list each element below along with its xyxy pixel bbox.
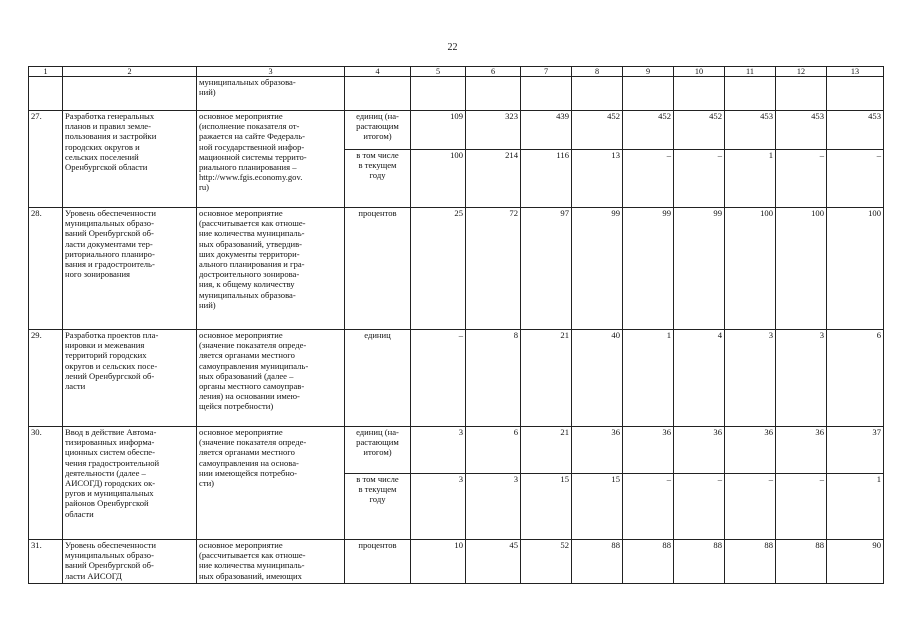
value-cell: 6 [466,427,521,474]
value-cell: 88 [572,540,623,584]
value-cell: 72 [466,208,521,330]
value-cell: 116 [521,150,572,208]
row-number: 28. [29,208,63,330]
indicator-name: Разработка генеральных планов и правил земле- пользования и застройки городских округов и сельских поселений Оренбургской области [63,111,197,208]
column-number: 11 [725,67,776,77]
value-cell: 452 [572,111,623,150]
value-cell: 6 [827,330,884,427]
table-row [29,111,884,150]
measure-cell: основное мероприятие (исполнение показателя от- ражается на сайте Федераль- ной государственной инфор- мационной системы террито- риального планирования – http://www.fgis.economy.gov. ru) [197,111,345,208]
column-number: 5 [411,67,466,77]
value-cell: – [827,150,884,208]
row-number: 31. [29,540,63,584]
column-number: 12 [776,67,827,77]
value-cell: 25 [411,208,466,330]
column-number: 8 [572,67,623,77]
table-row [29,540,884,584]
value-cell: 10 [411,540,466,584]
value-cell: 100 [776,208,827,330]
value-cell: – [411,330,466,427]
indicator-name: Разработка проектов пла- нировки и межевания территорий городских округов и сельских посе- лений Оренбургской об- ласти [63,330,197,427]
value-cell: 1 [827,474,884,540]
value-cell: 453 [827,111,884,150]
value-cell: 453 [725,111,776,150]
column-number: 1 [29,67,63,77]
column-number: 2 [63,67,197,77]
value-cell: 36 [776,427,827,474]
value-cell: – [725,474,776,540]
value-cell: 37 [827,427,884,474]
value-cell: 439 [521,111,572,150]
value-cell: 90 [827,540,884,584]
indicator-name: Уровень обеспеченности муниципальных образо- ваний Оренбургской об- ласти АИСОГД [63,540,197,584]
value-cell: 45 [466,540,521,584]
measure-cell: основное мероприятие (рассчитывается как отноше- ние количества муниципаль- ных образований, утвердив- ших документы территори- ального планирования и гра- достроительного зонирова- ния, к общему количеству муниципальных образова- ний) [197,208,345,330]
value-cell: 3 [725,330,776,427]
value-cell: 3 [466,474,521,540]
value-cell: 4 [674,330,725,427]
unit-cell: в том числе в текущем году [345,150,411,208]
value-cell: 88 [623,540,674,584]
value-cell: 88 [674,540,725,584]
value-cell: 21 [521,427,572,474]
value-cell: 8 [466,330,521,427]
value-cell: 3 [411,474,466,540]
value-cell: 15 [521,474,572,540]
value-cell: 323 [466,111,521,150]
value-cell: – [623,474,674,540]
value-cell: – [623,150,674,208]
value-cell: 100 [725,208,776,330]
measure-cell: основное мероприятие (значение показателя опреде- ляется органами местного самоуправления на основа- нии имеющейся потребно- сти) [197,427,345,540]
unit-cell: единиц (на- растающим итогом) [345,427,411,474]
value-cell: 97 [521,208,572,330]
value-cell: 1 [623,330,674,427]
table-row [29,427,884,474]
measure-cell: муниципальных образова- ний) [197,77,345,111]
measure-cell: основное мероприятие (рассчитывается как отноше- ние количества муниципаль- ных образований, имеющих [197,540,345,584]
unit-cell: в том числе в текущем году [345,474,411,540]
column-number: 3 [197,67,345,77]
column-number: 7 [521,67,572,77]
value-cell: 1 [725,150,776,208]
value-cell: 452 [623,111,674,150]
continuation-row [29,77,884,111]
value-cell: 36 [674,427,725,474]
value-cell: 99 [623,208,674,330]
value-cell: 109 [411,111,466,150]
value-cell: 100 [411,150,466,208]
table-row [29,330,884,427]
page-number: 22 [447,42,458,53]
value-cell: 100 [827,208,884,330]
value-cell: 36 [623,427,674,474]
value-cell: – [776,150,827,208]
value-cell: 99 [572,208,623,330]
row-number: 29. [29,330,63,427]
value-cell: 40 [572,330,623,427]
value-cell: 36 [725,427,776,474]
value-cell: 99 [674,208,725,330]
column-number: 6 [466,67,521,77]
value-cell: 36 [572,427,623,474]
value-cell: – [674,474,725,540]
value-cell: 214 [466,150,521,208]
value-cell: 3 [776,330,827,427]
indicator-name: Уровень обеспеченности муниципальных образо- ваний Оренбургской об- ласти документами тер- риториального планиро- вания и градостроитель- ного зонирования [63,208,197,330]
value-cell: 453 [776,111,827,150]
value-cell: 52 [521,540,572,584]
value-cell: 452 [674,111,725,150]
column-number: 4 [345,67,411,77]
table-row [29,208,884,330]
unit-cell: единиц (на- растающим итогом) [345,111,411,150]
measure-cell: основное мероприятие (значение показателя опреде- ляется органами местного самоуправления муниципаль- ных образований (далее – органы местного самоуправ- ления) на основании имею- щейся потребности) [197,330,345,427]
value-cell: 3 [411,427,466,474]
column-number: 9 [623,67,674,77]
column-number: 10 [674,67,725,77]
row-number: 30. [29,427,63,540]
unit-cell: процентов [345,540,411,584]
value-cell: 88 [725,540,776,584]
unit-cell: процентов [345,208,411,330]
column-number: 13 [827,67,884,77]
column-number-row [29,67,884,77]
value-cell: – [776,474,827,540]
value-cell: – [674,150,725,208]
value-cell: 21 [521,330,572,427]
unit-cell: единиц [345,330,411,427]
value-cell: 15 [572,474,623,540]
indicators-table [28,66,884,584]
row-number: 27. [29,111,63,208]
value-cell: 88 [776,540,827,584]
indicator-name: Ввод в действие Автома- тизированных информа- ционных систем обеспе- чения градостроительной деятельности (далее – АИСОГД) городских ок- ругов и муниципальных районов Оренбургской области [63,427,197,540]
value-cell: 13 [572,150,623,208]
